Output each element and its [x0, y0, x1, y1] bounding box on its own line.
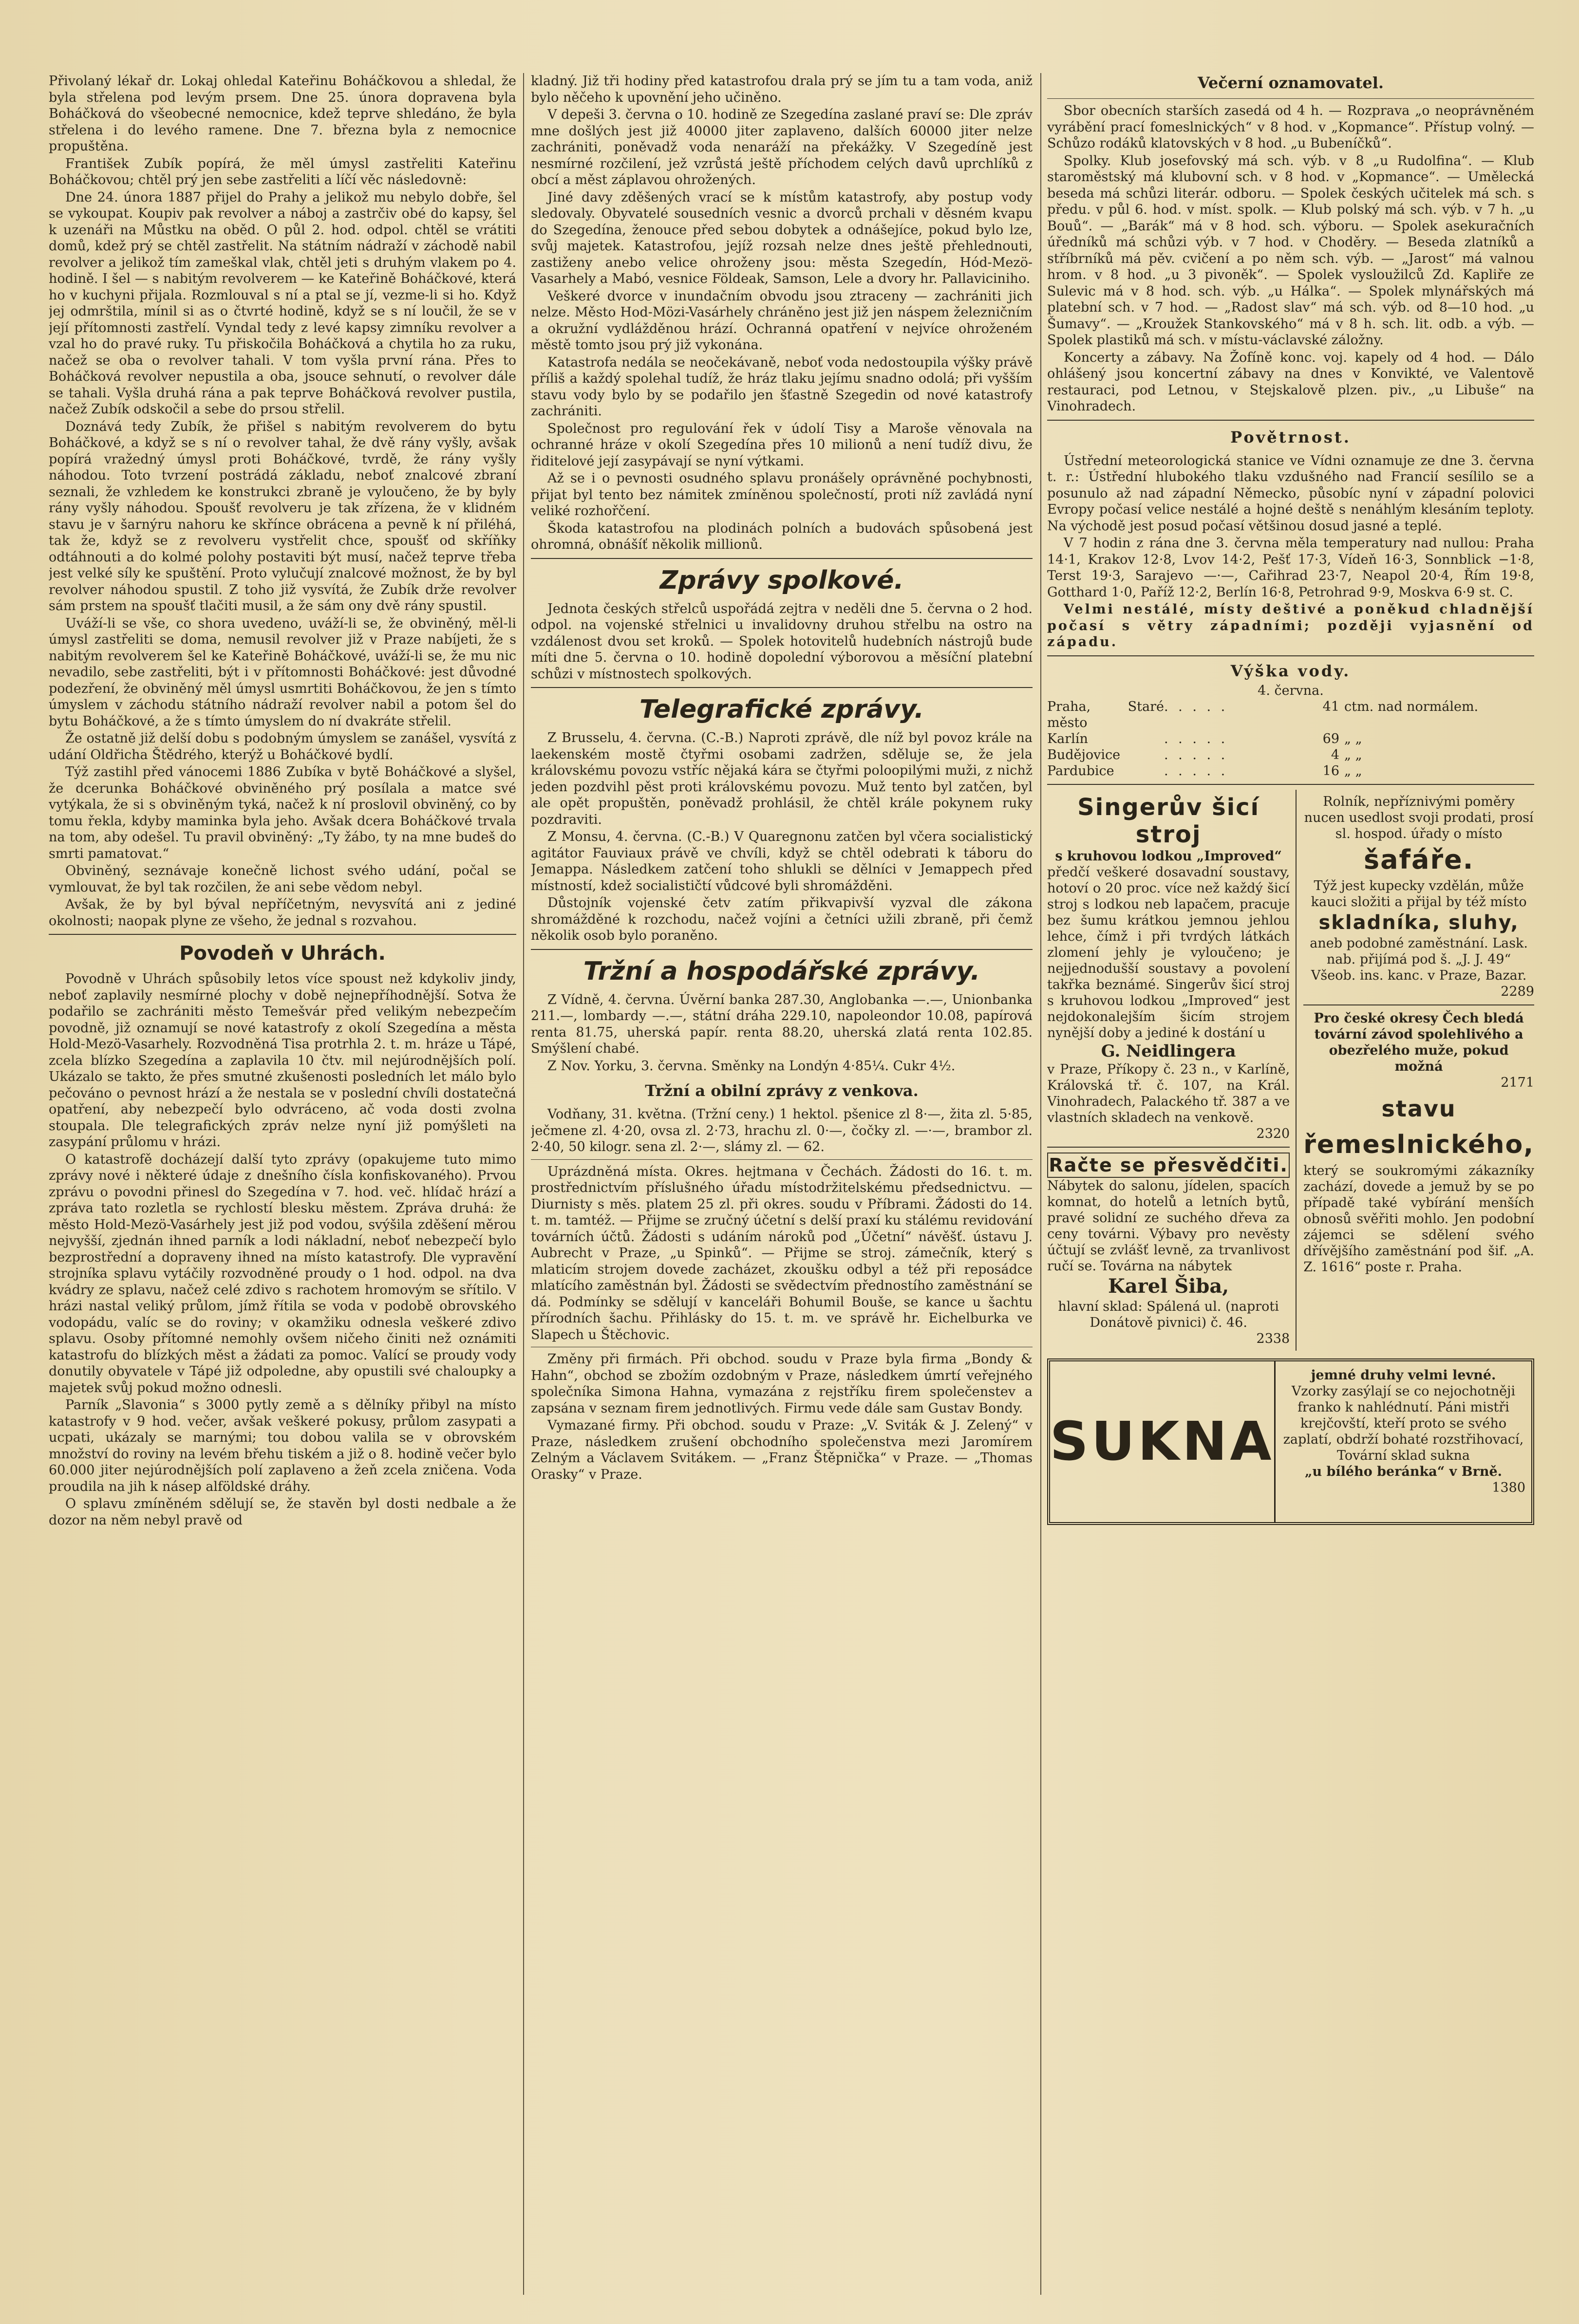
article-paragraph: Uprázdněná místa. Okres. hejtmana v Čechách. Žádosti do 16. t. m. prostřednictvím příslušného úřadu místodržitelskému předsednictvu. — Diurnisty s měs. platem 25 zl. při okres. soudu v Příbrami. Žádosti do 14. t. m. tamtéž. — Přijme se zručný účetní s delší praxí ku stálému revidování továrních účtů. Žádosti s udáním nároků pod „Účetní“ návěšť. ústavu J. Aubrecht v Praze, „u Spinků“. — Přijme se stroj. zámečník, který s mlaticím strojem dovede zacházet, zkoušku odbyl a též při reposádce mlatícího zaměstnán byl. Žádosti se svědectvím přednostího zaměstnání se dá. Podmínky se sdělují v kanceláři Bohumil Bouše, se kance u šachtu přírodních šachu. Přihlásky do 15. t. m. ve správě hr. Eichelburka ve Slapech u Štěchovic. — [531, 1164, 1033, 1342]
ad-name: G. Neidlingera — [1101, 1041, 1236, 1061]
water-row: Praha, Staré město . . . . . 41 ctm. nad normálem. — [1047, 699, 1479, 730]
section-divider — [531, 558, 1033, 559]
ad-number: 1380 — [1492, 1480, 1525, 1495]
article-paragraph: Veškeré dvorce v inundačním obvodu jsou ztraceny — zachrániti jich nelze. Město Hod-Mözi-Vasárhely chráněno jest již jen náspem železničním a okružní vydlážděnou hrází. Ochranná opatření v nejvíce ohroženém městě tomto jsou prý již vykonána. — [531, 288, 1033, 353]
heading-club-news: Zprávy spolkové. — [659, 565, 904, 595]
article-paragraph: Jiné davy zděšených vrací se k místům katastrofy, aby postup vody sledovaly. Obyvatelé sousedních vesnic a dvorců prchali v děsném kvapu do Szegedína, ženouce před sebou dobytek a odnášejíce, pokud bylo lze, svůj majetek. Katastrofou, jejíž rozsah nelze dnes ještě přehlednouti, zastiženy anebo velice ohroženy jsou: města Szegedín, Hód-Mezö-Vasarhely a Mabó, vesnice Földeak, Samson, Lele a dvory hr. Pallaviciniho. — [531, 189, 1033, 286]
section-divider — [1303, 1004, 1534, 1005]
article-paragraph: Vymazané firmy. Při obchod. soudu v Praze: „V. Sviták & J. Zelený“ v Praze, následkem zrušení obchodního společenstva mezi Jaromírem Zelným a Václavem Svitákem. — „Franz Štěpnička“ v Praze. — „Thomas Orasky“ v Praze. — [531, 1418, 1033, 1482]
article-paragraph: František Zubík popírá, že měl úmysl zastřeliti Kateřinu Boháčkovou; chtěl prý jen sebe zastřeliti a líčí věc následovně: — [49, 156, 516, 187]
water-date: 4. června. — [1258, 683, 1324, 698]
article-paragraph: Doznává tedy Zubík, že přišel s nabitým revolverem do bytu Boháčkové, a když se s ní o revolver tahal, že dvě rány vyšly, avšak popírá vražedný úmysl proti Boháčkové, tvrdě, že rány vyšly náhodou. Toto tvrzení postrádá základu, neboť znalcové zbraní seznali, že vzhledem ke konstrukci zbraně je vyloučeno, že by byly rány vyšly náhodou. Spoušť revolveru je tak zřízena, že v klidném stavu je v šarnýru nahoru ke skřínce obrácena a pevně k ní přiléhá, tak že, když se z revolveru vystřelit chce, spoušť od skříňky odtáhnouti a do kolmé polohy postaviti být musí, načež teprve třeba jest velké síly ke spuštění. Proto vylučují znalcové možnost, že by byl revolver náhodou spustil. Z toho již vysvítá, že Zubík drže revolver sám prstem na spoušť tlačiti musil, a že sám ony dvě rány spustil. — [49, 419, 516, 614]
water-unit: ctm. nad normálem. — [1344, 699, 1479, 714]
ad-address: v Praze, Příkopy č. 23 n., v Karlíně, Královská tř. č. 107, na Král. Vinohradech, Palackého tř. 387 a ve vlastních skladech na venkově. — [1047, 1062, 1290, 1125]
article-paragraph: Až se i o pevnosti osudného splavu pronášely oprávněné pochybnosti, přijat byl tento bez námitek zmíněnou společností, proti níž zavládá nyní veliké rozhořčení. — [531, 471, 1033, 519]
ad-body: Vzorky zasýlají se co nejochotněji franko k nahlédnutí. Páni mistři krejčovští, kteří proto se svého zaplatí, obdrží bohaté rozstřihovací, Tovární sklad sukna — [1283, 1384, 1524, 1463]
ad-title: Račte se přesvědčiti. — [1047, 1153, 1290, 1178]
water-value: 4 — [1331, 747, 1339, 762]
ads-left — [1047, 790, 1297, 1351]
heading-water-level: Výška vody. — [1230, 661, 1351, 680]
water-value: 69 — [1322, 731, 1339, 746]
ads-grid — [1047, 790, 1534, 1351]
column-right — [1047, 73, 1534, 2295]
article-paragraph: V 7 hodin z rána dne 3. června měla temperatury nad nullou: Praha 14·1, Krakov 12·8, Lvov 14·2, Pešť 17·3, Vídeň 16·3, Sonnblick −1·8, Terst 19·3, Sarajevo —·—, Cařihrad 23·7, Neapol 20·4, Řím 19·8, Gotthard 1·0, Paříž 12·2, Berlín 16·8, Petrohrad 9·9, Moskva 6·9 st. C. — [1047, 536, 1534, 600]
ad-number: 2338 — [1256, 1331, 1290, 1346]
ad-display: SUKNA — [1050, 1361, 1276, 1522]
water-row: Pardubice . . . . . 16 „ „ — [1047, 763, 1362, 779]
article-paragraph: kladný. Již tři hodiny před katastrofou drala prý se jím tu a tam voda, aniž bylo něčeho k upovnění jeho učiněno. — [531, 74, 1033, 105]
article-paragraph: Spolky. Klub josefovský má sch. výb. v 8 „u Rudolfina“. — Klub staroměstský má klubovní sch. v 8 hod. v „Kopmance“. — Umělecká beseda má schůzi literár. odboru. — Spolek českých učitelek má sch. s předu. v půl 6. hod. v míst. spolk. — Klub polský má sch. výb. v 7 h. „u Bouů“. — „Barák“ má v 8 hod. sch. výboru. — Spolek asekuračních úředníků má schůzi výb. v 7 hod. v Choděry. — Beseda zlatníků a stříbrníků má pěv. cvičení a po něm sch. výb. — „Jarost“ má valnou hrom. v 8 hod. „u 3 pivoněk“. — Spolek vysloužilců Zd. Kapliře ze Sulevic má v 8 hod. sch. výb. „u Hálka“. — Spolek mlynářských má platební sch. v 7 hod. — „Radost slav“ má sch. výb. od 8—10 hod. „u Šumavy“. — „Kroužek Stankovského“ má v 8 h. sch. lit. odb. a výb. — Spolek plastiků má sch. v místu-václavské záložny. — [1047, 153, 1534, 348]
article-paragraph: Uváží-li se vše, co shora uvedeno, uváží-li se, že obviněný, měl-li úmysl zastřeliti se doma, nemusil revolver již v Praze nabíjeti, že s nabitým revolverem šel ke Kateřině Boháčkové, uváží-li se, že mu nic nevadilo, sebe zastřeliti, být i v přítomnosti Boháčkové: jest důvodné podezření, že obviněný měl úmysl usmrtiti Boháčkovou, že jen s tímto úmyslem v záchodu státního nádraží revolver nabil a potom šel do bytu Boháčkové, a že s tímto úmyslem do ní dvakráte střelil. — [49, 615, 516, 729]
ad-number: 2320 — [1256, 1126, 1290, 1141]
ad-body: Pro české okresy Čech bledá tovární závod spolehlivého a obezřelého muže, pokud možná — [1314, 1011, 1524, 1074]
water-row: Karlín . . . . . 69 „ „ — [1047, 731, 1362, 746]
heading-flood-hungary: Povodeň v Uhrách. — [179, 942, 386, 965]
ad-body: který se soukromými zákazníky zachází, dovede a jemuž by se po případě také vybírání menších obnosů svěřiti mohlo. Jen podobní zájemci se sdělení svého dřívějšího zaměstnání pod šif. „A. Z. 1616“ poste r. Praha. — [1303, 1163, 1534, 1275]
section-divider — [531, 687, 1033, 688]
ad-singer — [1047, 794, 1290, 1142]
ad-display: stavu — [1381, 1096, 1456, 1122]
article-paragraph: Sbor obecních starších zasedá od 4 h. — Rozprava „o neoprávněném vyrábění prací fomeslnických“ v 8 hod. v „Kopmance“. Přístup volný. — Schůzo rodáků klatovských v 8 hod. „u Bubeníčků“. — [1047, 103, 1534, 151]
article-paragraph: Katastrofa nedála se neočekávaně, neboť voda nedostoupila výšky právě příliš a každý spolehal tudíž, že hráz tlaku jejímu snadno odolá; při vyšším stavu vody bylo by se podařilo jen šťastně Szegedin od nové katastrofy zachrániti. — [531, 354, 1033, 419]
article-paragraph: Parník „Slavonia“ s 3000 pytly země a s dělníky přibyl na místo katastrofy v 9 hod. večer, avšak veškeré pokusy, průlom zasypati a ucpati, ukázaly se marnými; tou dobou valila se v obrovském množství do roviny na levém břehu tiském a již o 8. hodině večer bylo 60.000 jiter nejúrodnějších polí zaplaveno a žeň zcela zničena. Voda proudila na jih k násep alföldské dráhy. — [49, 1397, 516, 1494]
ad-subtitle: s kruhovou lodkou „Improved“ — [1055, 849, 1282, 864]
ad-body: Týž jest kupecky vzdělán, může kauci složiti a přijal by též místo — [1311, 878, 1527, 910]
article-paragraph: Jednota českých střelců uspořádá zejtra v neděli dne 5. června o 2 hod. odpol. na vojenské střelnici u invalidovny druhou střelbu na ostro na vzdálenost dvou set kroků. — Spolek hotovitelů hudebních nástrojů bude míti dne 5. června o 10. hodině dopolední výborovou a měsíční platební schůzi v místnostech spolkových. — [531, 601, 1033, 682]
ad-display: řemeslnického, — [1303, 1130, 1534, 1159]
section-divider — [1047, 784, 1534, 785]
ad-display: skladníka, sluhy, — [1318, 911, 1519, 934]
article-paragraph: V depeši 3. června o 10. hodině ze Szegedína zaslané praví se: Dle zpráv mne došlých jest již 40000 jiter zaplaveno, dalších 60000 jiter nelze zachrániti, poněvadž voda nenaráží na překážky. V Szegedíně jest nesmírné rozčilení, jež vzrůstá ještě příchodem celých davů uprchlíků z obcí a měst záplavou ohrožených. — [531, 107, 1033, 187]
ad-title: Singerův šicí stroj — [1077, 794, 1260, 848]
column-rule — [523, 73, 524, 2295]
article-paragraph: O splavu zmíněném sdělují se, že stavěn byl dosti nedbale a že dozor na něm nebyl pravě od — [49, 1496, 516, 1528]
ad-craftsman — [1303, 1010, 1534, 1275]
article-paragraph: Změny při firmách. Při obchod. soudu v Praze byla firma „Bondy & Hahn“, obchod se zbožím ozdobným v Praze, následkem úmrtí veřejného společníka Simona Hahna, vymazána z rejstříku firem společenstev a zapsána v seznam firem jednotlivých. Firmu vede dále sam Gustav Bondy. — [531, 1352, 1033, 1416]
ad-body: Nábytek do salonu, jídelen, spacích komnat, do hotelů a letních bytů, pravé solidní ze suchého dřeva za ceny továrni. Výbavy pro nevěsty účtují se zvlášť levně, za trvanlivost ručí se. Továrna na nábytek — [1047, 1178, 1290, 1274]
section-divider — [1047, 1147, 1290, 1148]
article-paragraph: Z Brusselu, 4. června. (C.-B.) Naproti zprávě, dle níž byl povoz krále na laekenském mostě čtyřmi osobami zadržen, sděluje se, že jela královskému povozu vstříc nějaká kára se čtyřmi poloopilými muži, z nichž jeden pozdvihl pěst proti královskému povozu. Muž tento byl zatčen, byl ale opět propuštěn, poněvadž prohlásil, že chtěl krále pokynem ruky pozdraviti. — [531, 730, 1033, 827]
ad-address: hlavní sklad: Spálená ul. (naproti Donátově pivnici) č. 46. — [1058, 1299, 1279, 1330]
ad-farmer — [1303, 794, 1534, 1000]
ad-name: Karel Šiba, — [1108, 1275, 1229, 1298]
ad-number: 2171 — [1501, 1075, 1534, 1090]
heading-market: Tržní a hospodářské zprávy. — [583, 956, 980, 986]
heading-evening: Večerní oznamovatel. — [1198, 74, 1384, 92]
ad-sukna — [1047, 1358, 1534, 1525]
water-row: Budějovice . . . . . 4 „ „ — [1047, 747, 1362, 762]
heading-telegraph: Telegrafické zprávy. — [639, 695, 924, 724]
article-paragraph: Týž zastihl před vánocemi 1886 Zubíka v bytě Boháčkové a slyšel, že dcerunka Boháčkové obviněného prý posílala a matce své vytýkala, že si s obviněným tyká, načež k ní proslovil obviněný, co by tomu řekla, kdyby maminka byla jeho. Avšak dcera Boháčkové trvala na tom, aby odešel. Tu pravil obviněný: „Ty žábo, ty na mne budeš do smrti pamatovat.“ — [49, 764, 516, 861]
article-paragraph: Společnost pro regulování řek v údolí Tisy a Maroše věnovala na ochranné hráze v okolí Szegedína přes 10 milionů a není tudíž divu, že řiditelové její zasypávají se nyní výtkami. — [531, 421, 1033, 469]
heading-grain: Tržní a obilní zprávy z venkova. — [645, 1081, 919, 1100]
article-paragraph: Důstojník vojenské četv zatím přikvapivší vyzval dle zákona shromážděné k rozchodu, načež vojíni a četníci užili zbraně, při čemž několik osob bylo poraněno. — [531, 895, 1033, 943]
ad-body: Rolník, nepříznivými poměry nucen usedlost svoji prodati, prosí sl. hospod. úřady o místo — [1304, 794, 1534, 841]
ad-body: předčí veškeré dosavadní soustavy, hotoví o 20 proc. více než každý šicí stroj s lodkou neb lapačem, pracuje bez šumu krátkou jemnou jehlou lehce, čímž i při tvrdých látkách zlomení jehly je vyloučeno; je nejjednodušší soustavy a povolení takřka beznámé. Singerův šicí stroj s kruhovou lodkou „Improved“ jest nejdokonalejším šicím strojem nynější doby a jediné k dostání u — [1047, 865, 1290, 1041]
article-paragraph: Přivolaný lékař dr. Lokaj ohledal Kateřinu Boháčkovou a shledal, že byla střelena pod levým prsem. Dne 25. února dopravena byla Boháčková do všeobecné nemocnice, kdež teprve shledáno, že byla střelena i do levého ramene. Dne 7. března byla z nemocnice propuštěna. — [49, 74, 516, 154]
article-paragraph: Dne 24. února 1887 přijel do Prahy a jelikož mu nebylo dobře, šel se vykoupat. Koupiv pak revolver a náboj a zastrčiv obé do kapsy, šel k uzenáři na Můstku na oběd. O půl 2. hod. odpol. chtěl se vrátiti domů, kdež prý se chtěl zastřelit. Na státním nádraží v záchodě nabil revolver a jelikož tím zameškal vlak, chtěl jeti s druhým vlakem po 4. hodině. I šel — s nabitým revolverem — ke Kateřině Boháčkové, která ho v kuchyni přijala. Rozmlouval s ní a ptal se jí, vezme-li si ho. Když jej odmrštila, mínil si as o čtvrté hodině, když se s ní loučil, že se v její přítomnosti zastřelí. Vyndal tedy z levé kapsy zimníku revolver a vzal ho do pravé ruky. Tu přiskočila Boháčková a chytila ho za ruku, načež se oba o revolver tahali. V tom vyšla první rána. Přes to Boháčková revolver nepustila a oba, jsouce sehnutí, o revolver dále se tahali. Vyšla druhá rána a pak teprve Boháčková revolver pustila, načež Zubík odskočil a sebe do prsou střelil. — [49, 189, 516, 417]
water-place: Budějovice — [1047, 747, 1121, 762]
article-paragraph: Z Monsu, 4. června. (C.-B.) V Quaregnonu zatčen byl včera socialistický agitátor Fauviaux právě ve chvíli, když se chtěl odebrati k táboru do Jemappa. Následkem zatčení toho shlukli se dělníci v Jemappech před místností, kdež socialističtí vůdcové byli shromážděni. — [531, 829, 1033, 893]
article-paragraph: Avšak, že by byl býval nepříčetným, nevysvítá ani z jediné okolnosti; naopak plyne ze všeho, že jednal s rozvahou. — [49, 897, 516, 929]
article-paragraph: Škoda katastrofou na plodinách polních a budovách spůsobená jest ohromná, obnášíť několik millionů. — [531, 521, 1033, 552]
column-rule — [1040, 73, 1041, 2295]
heading-weather: Povětrnost. — [1230, 428, 1351, 446]
article-paragraph: Že ostatně již delší dobu s podobným úmyslem se zanášel, vysvítá z udání Oldřicha Štědrého, kterýž u Boháčkové bydlí. — [49, 731, 516, 762]
section-divider — [1047, 98, 1534, 99]
water-value: 41 — [1322, 699, 1339, 714]
water-unit: „ „ — [1344, 747, 1362, 762]
ad-body: aneb podobné zaměstnání. Lask. nab. přijímá pod š. „J. J. 49“ Všeob. ins. kanc. v Praze, Bazar. — [1310, 936, 1528, 983]
article-paragraph: Vodňany, 31. května. (Tržní ceny.) 1 hektol. pšenice zl 8·—, žita zl. 5·85, ječmene zl. 4·20, ovsa zl. 2·73, hrachu zl. 0·—, čočky zl. —·—, brambor zl. 2·40, 50 kilogr. sena zl. 2·—, slámy zl. — 62. — [531, 1107, 1033, 1154]
water-value: 16 — [1322, 763, 1339, 779]
column-middle — [531, 73, 1033, 2295]
section-divider — [531, 1159, 1033, 1160]
water-place: Pardubice — [1047, 763, 1114, 779]
article-paragraph: Obviněný, seznávaje konečně lichost svého udání, počal se vymlouvat, že byl tak rozčilen, že ani sebe vědom nebyl. — [49, 863, 516, 895]
article-paragraph: O katastrofě docházejí další tyto zprávy (opakujeme tuto mimo zprávy nové i některé údaje z dnešního čísla konfiskovaného). Prvou zprávu o povodni přinesl do Szegedína v 7. hod. več. hlídač hrází a zpráva tato rozletla se rychlostí blesku městem. Zpráva druhá: že město Hold-Mezö-Vasárhely jest již pod vodou, svýšila zděšení měrou nejvyšší, zjednán ihned parník a lodi nákladní, neboť nebezpečí bylo bezprostřední a dopraveny ihned na místo katastrofy. Dle vypravění strojníka splavu vytáčily rozvodněné proudy o 1 hod. odpol. na dva kvádry ze splavu, načež celé zdivo s rachotem hromovým se sřítilo. V hrázi nastal veliký průlom, jímž řítila se voda v podobě obrovského vodopádu, valíc se do roviny; v okamžiku odnesla veškeré zdivo splavu. Osoby přítomné nemohly ovšem ničeho činiti než oznámiti katastrofu do blízkých měst a žádati za pomoc. Valící se proudy vody donutily obyvatele v Tápé již odpoledne, aby opustili své chaloupky a majetek svůj pokud možno odnesli. — [49, 1152, 516, 1395]
ad-furniture — [1047, 1153, 1290, 1347]
article-paragraph: Ústřední meteorologická stanice ve Vídni oznamuje ze dne 3. června t. r.: Ústřední hlubokého tlaku vzdušného nad Francií sesílilo se a posunulo až nad západní Německo, působíc nyní v západní polovici Evropy počasí velice nestálé a hojné deště s nenáhlým klesáním teploty. Na východě jest posud počasí většinou dosud jasné a teplé. — [1047, 453, 1534, 534]
article-paragraph: Povodně v Uhrách spůsobily letos více spoust než kdykoliv jindy, neboť zaplavily nesmírné plochy v době nejnepříhodnější. Sotva že podařilo se zachrániti město Temešvár před velikým nebezpečím povodně, již oznamují se nové katastrofy z okolí Szegedína a města Hold-Mezö-Vasarhely. Rozvodněná Tisa protrhla 2. t. m. hráze u Tápé, zcela blízko Szegedína a zaplavila 10 čtv. mil nejúrodnějších polí. Ukázalo se takto, že přes smutné zkušenosti posledních let málo bylo pečováno o pevnost hrází a že nestala se v poslední chvíli dostatečná opatření, aby nebezpečí bylo odvráceno, ač voda dosti zvolna stoupala. Dle telegrafických zpráv nelze nyní již pomýšleti na zasypání průlomu v hrázi. — [49, 971, 516, 1150]
ad-display: šafáře. — [1363, 844, 1474, 875]
water-place: Karlín — [1047, 731, 1088, 746]
article-paragraph: Z Nov. Yorku, 3. června. Směnky na Londýn 4·85¼. Cukr 4½. — [547, 1058, 956, 1074]
ad-name: „u bílého beránka“ v Brně. — [1304, 1464, 1503, 1479]
section-divider — [531, 949, 1033, 950]
ad-number: 2289 — [1501, 984, 1534, 999]
article-paragraph: Koncerty a zábavy. Na Žofíně konc. voj. kapely od 4 hod. — Dálo ohlášený jsou koncertní zábavy na dnes v Konvikté, ve Valentově restauraci, pod Letnou, v Stejskalově plzen. piv., „u Libuše“ na Vinohradech. — [1047, 350, 1534, 414]
water-unit: „ „ — [1344, 763, 1362, 779]
section-divider — [1047, 420, 1534, 421]
section-divider — [49, 934, 516, 935]
column-left — [49, 73, 516, 2295]
weather-forecast: Velmi nestálé, místy deštivé a poněkud chladnější počasí s větry západními; později vyjasnění od západu. — [1047, 602, 1534, 650]
section-divider — [1047, 655, 1534, 656]
water-place: Praha, Staré město — [1047, 699, 1164, 730]
ad-subtitle: jemné druhy velmi levné. — [1311, 1368, 1496, 1383]
water-unit: „ „ — [1344, 731, 1362, 746]
ads-right — [1297, 790, 1534, 1351]
ad-sukna-text — [1276, 1361, 1531, 1522]
water-table — [1047, 699, 1534, 779]
article-paragraph: Z Vídně, 4. června. Úvěrní banka 287.30, Anglobanka —.—, Unionbanka 211.—, lombardy —.—, státní dráha 229.10, napoleondor 10.08, papírová renta 81.75, uherská papír. renta 88.20, uherská zlatá renta 102.85. Smýšlení chabé. — [531, 992, 1033, 1056]
